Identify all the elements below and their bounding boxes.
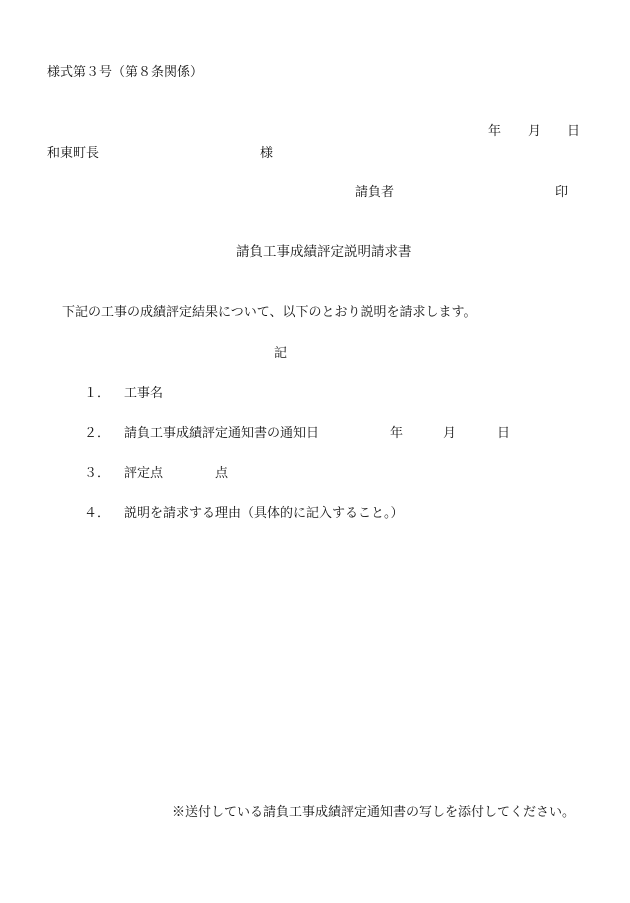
- item-number: ３．: [84, 466, 111, 481]
- item-label-reason: 説明を請求する理由（具体的に記入すること。）: [124, 506, 404, 521]
- notice-date-day-label: 日: [497, 426, 511, 441]
- date-day-label: 日: [567, 124, 581, 139]
- contractor-label: 請負者: [355, 185, 395, 200]
- addressee-name: 和東町長: [47, 146, 100, 161]
- item-label-construction-name: 工事名: [124, 386, 164, 401]
- footnote: ※送付している請負工事成績評定通知書の写しを添付してください。: [172, 805, 576, 820]
- item-label-score: 評定点: [124, 466, 164, 481]
- item-number: ４．: [84, 506, 111, 521]
- item-number: １．: [84, 386, 111, 401]
- addressee-honorific: 様: [260, 146, 274, 161]
- form-number: 様式第３号（第８条関係）: [47, 65, 204, 80]
- ki-heading: 記: [274, 346, 288, 361]
- notice-date-year-label: 年: [390, 426, 404, 441]
- item-number: ２．: [84, 426, 111, 441]
- date-year-label: 年: [488, 124, 502, 139]
- seal-mark: 印: [555, 185, 569, 200]
- date-month-label: 月: [528, 124, 542, 139]
- score-unit-label: 点: [215, 466, 229, 481]
- document-title: 請負工事成績評定説明請求書: [236, 244, 412, 260]
- request-sentence: 下記の工事の成績評定結果について、以下のとおり説明を請求します。: [62, 305, 477, 320]
- notice-date-month-label: 月: [443, 426, 457, 441]
- item-label-notice-date: 請負工事成績評定通知書の通知日: [124, 426, 320, 441]
